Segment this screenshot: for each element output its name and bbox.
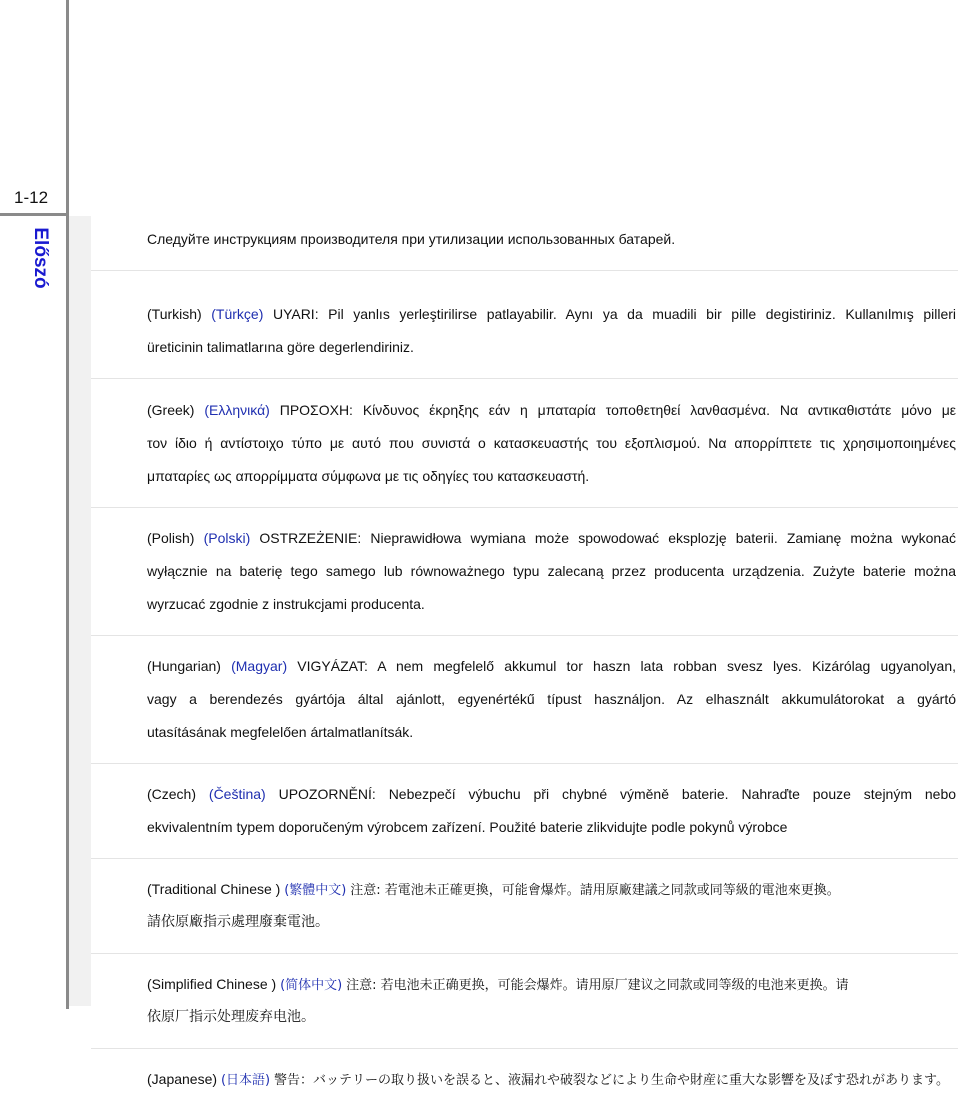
page-horizontal-rule [0,213,69,216]
paragraph-line [147,1063,956,1096]
language-label: (Hungarian) [147,658,221,674]
language-label: (Traditional Chinese ) [147,881,281,897]
paragraph-line: τον ίδιο ή αντίστοιχο τύπο με αυτό που συνιστά ο κατασκευαστής του εξοπλισμού. Να απορρίπτετε τις χρησιμοποιημένες [147,435,956,451]
language-label: (Japanese) [147,1071,218,1087]
line-text: UYARI: Pil yanlıs yerleştirilirse patlayabilir. Aynı ya da muadili bir pille degistiriniz. Kullanılmış pilleri [272,306,956,322]
paragraph-czech [91,764,958,859]
line-text: OSTRZEŻENIE: Nieprawidłowa wymiana może spowodować eksplozję baterii. Zamianę można wykonać [259,530,956,546]
paragraph-line: Следуйте инструкциям производителя при утилизации использованных батарей. [147,231,676,247]
paragraph-line [147,298,956,331]
language-name: (Ελληνικά) [204,402,270,418]
paragraph-line [147,778,956,811]
paragraph-line [147,968,956,1001]
margin-shade [69,216,91,1006]
language-name: (日本語) [220,1073,271,1088]
paragraph-japanese [91,1049,958,1110]
paragraph-traditional-chinese [91,859,958,954]
page-number: 1-12 [14,188,49,207]
paragraph-line: 請依原廠指示處理廢棄電池。 [147,914,329,930]
paragraph-line: 依原厂指示处理废弃电池。 [147,1009,315,1025]
language-name: (Polski) [203,530,251,546]
paragraph-russian [91,216,958,271]
language-name: (Magyar) [231,658,288,674]
paragraph-line [147,650,956,683]
paragraph-hungarian [91,636,958,764]
paragraph-line: vagy a berendezés gyártója által ajánlott, egyenértékű típust használjon. Az elhasznált akkumulátorokat a gyártó [147,691,956,707]
paragraph-turkish [91,271,958,379]
line-text: UPOZORNĚNÍ: Nebezpečí výbuchu při chybné výměně baterie. Nahraďte pouze stejným nebo [278,786,956,802]
language-label: (Czech) [147,786,197,802]
language-name: (Čeština) [208,786,266,802]
paragraph-simplified-chinese [91,954,958,1049]
language-name: (简体中文) [280,978,343,993]
warning-content [91,216,958,1110]
language-label: (Turkish) [147,306,202,322]
language-label: (Greek) [147,402,195,418]
language-name: (Türkçe) [211,306,264,322]
line-text: 注意: 若電池未正確更換，可能會爆炸。請用原廠建議之同款或同等級的電池來更換。 [350,883,840,898]
paragraph-greek [91,379,958,508]
paragraph-line [147,873,956,906]
paragraph-line: wyłącznie na baterię tego samego lub równoważnego typu zalecaną przez producenta urządzenia. Zużyte baterie można [147,563,956,579]
line-text: VIGYÁZAT: A nem megfelelő akkumul tor haszn lata robban svesz lyes. Kizárólag ugyanolyan, [297,658,956,674]
paragraph-line: üreticinin talimatlarına göre degerlendiriniz. [147,339,414,355]
paragraph-line: μπαταρίες ως απορρίμματα σύμφωνα με τις οδηγίες του κατασκευαστή. [147,468,590,484]
paragraph-line: ekvivalentním typem doporučeným výrobcem zařízení. Použité baterie zlikvidujte podle pokynů výrobce [147,819,788,835]
paragraph-line [147,394,956,427]
language-label: (Simplified Chinese ) [147,976,277,992]
section-title: Előszó [30,227,51,289]
language-name: (繁體中文) [284,883,347,898]
language-label: (Polish) [147,530,195,546]
line-text: ΠΡΟΣΟΧΗ: Κίνδυνος έκρηξης εάν η μπαταρία τοποθετηθεί λανθασμένα. Να αντικαθιστάτε μόνο με [279,402,956,418]
paragraph-polish [91,508,958,636]
line-text: 警告：バッテリーの取り扱いを誤ると、液漏れや破裂などにより生命や財産に重大な影響を及ぼす恐れがあります。 [273,1073,949,1088]
paragraph-line: utasításának megfelelően ártalmatlanítsák. [147,724,414,740]
paragraph-line: wyrzucać zgodnie z instrukcjami producenta. [147,596,425,612]
line-text: 注意: 若电池未正确更换，可能会爆炸。请用原厂建议之同款或同等级的电池来更换。请 [346,978,849,993]
paragraph-line [147,522,956,555]
